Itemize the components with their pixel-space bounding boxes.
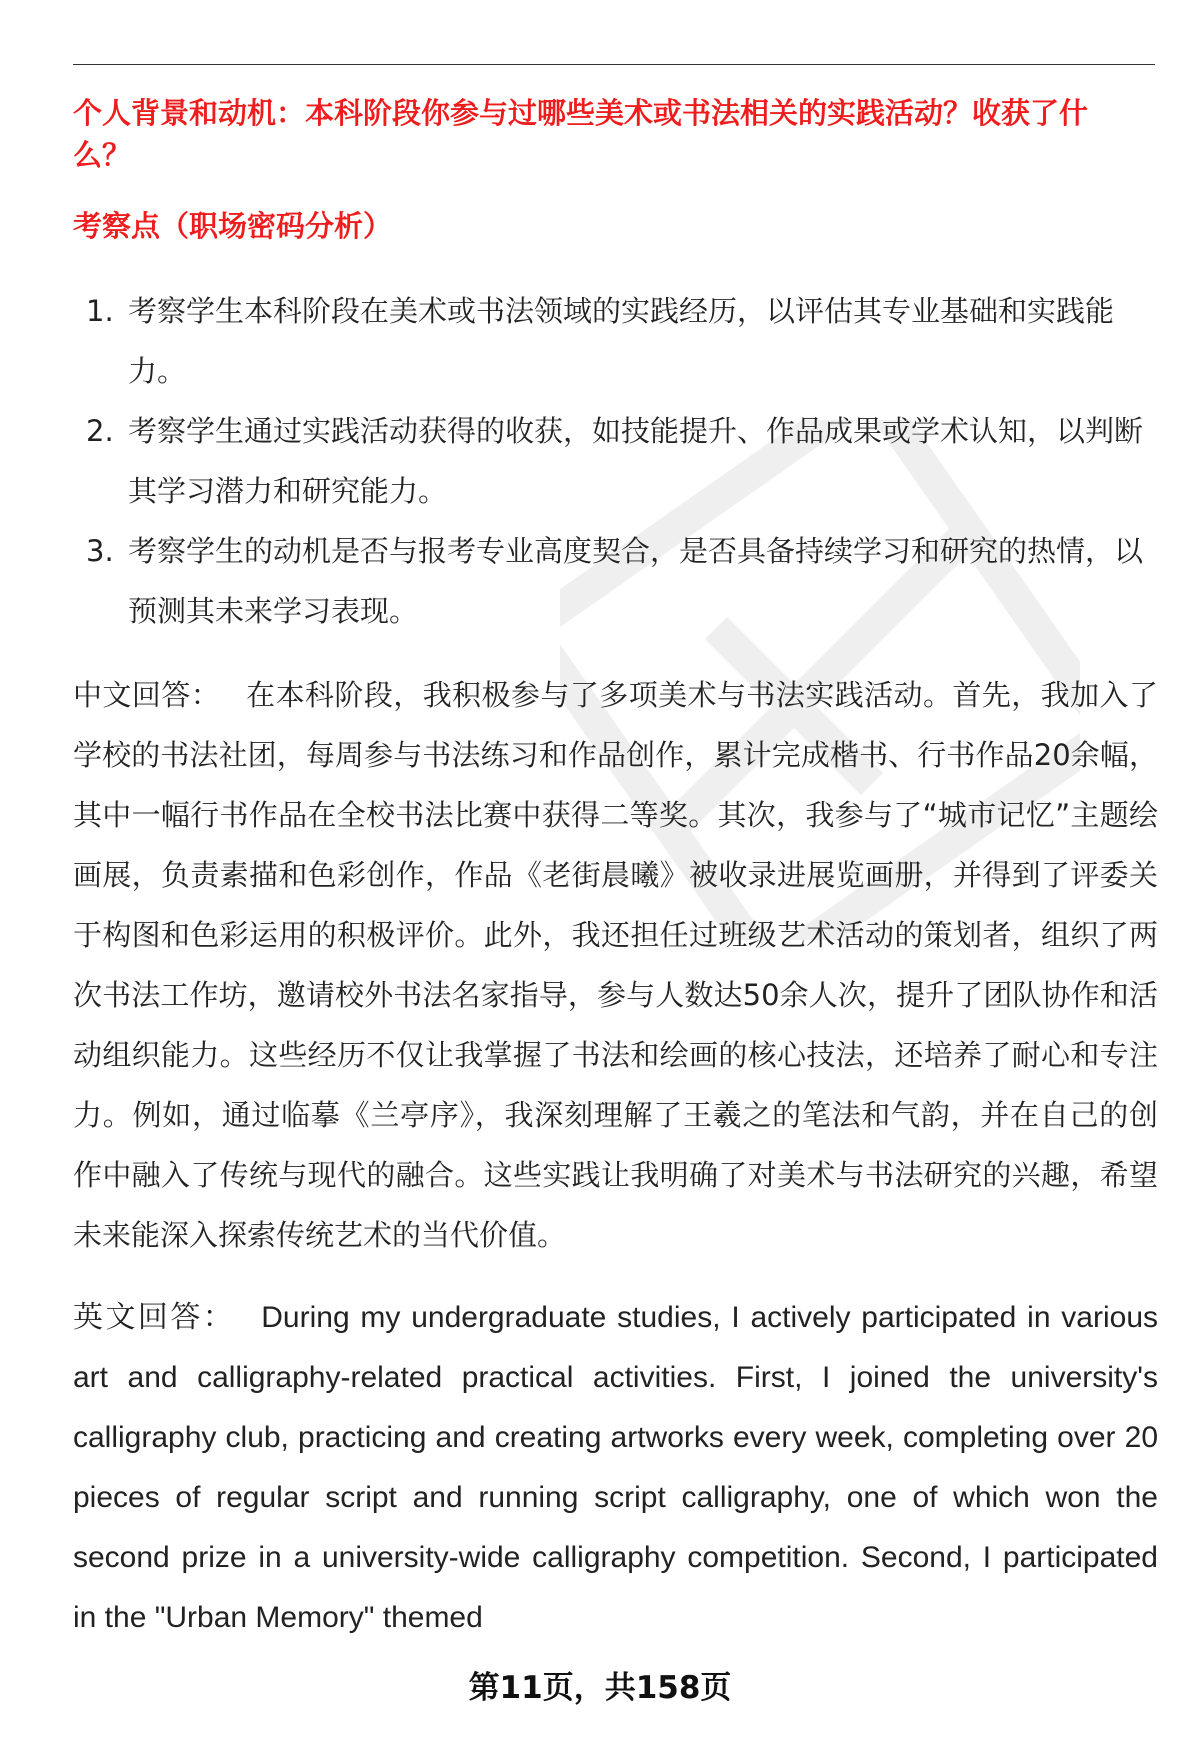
question-title: 个人背景和动机：本科阶段你参与过哪些美术或书法相关的实践活动？收获了什么？: [73, 96, 1089, 172]
english-answer-label: 英文回答：: [73, 1301, 236, 1334]
list-item-text: 考察学生通过实践活动获得的收获，如技能提升、作品成果或学术认知，以判断其学习潜力和研究能力。: [128, 414, 1144, 508]
chinese-answer-label: 中文回答：: [73, 678, 221, 712]
list-item: [73, 521, 1155, 641]
analysis-heading: 考察点（职场密码分析）: [73, 209, 393, 243]
list-item-text: 考察学生的动机是否与报考专业高度契合，是否具备持续学习和研究的热情，以预测其未来学习表现。: [128, 534, 1144, 628]
english-answer: [73, 1288, 1158, 1648]
chinese-answer: [73, 665, 1158, 1265]
list-item-text: 考察学生本科阶段在美术或书法领域的实践经历，以评估其专业基础和实践能力。: [128, 294, 1115, 388]
list-item: [73, 281, 1155, 401]
english-answer-text: During my undergraduate studies, I actively participated in various art and calligraphy-related practical activities. First, I joined the university's calligraphy club, practicing and creating artworks every week, completing over 20 pieces of regular script and running script calligraphy, one of which won the second prize in a university-wide calligraphy competition. Second, I participated in the "Urban Memory" themed: [73, 1301, 1159, 1634]
list-item-number: 2.: [86, 414, 114, 448]
list-item: [73, 401, 1155, 521]
top-divider: [73, 64, 1155, 65]
page-number: 第11页，共158页: [468, 1670, 732, 1706]
list-item-number: 3.: [86, 534, 114, 568]
analysis-points-list: [73, 281, 1155, 641]
chinese-answer-text: 在本科阶段，我积极参与了多项美术与书法实践活动。首先，我加入了学校的书法社团，每周参与书法练习和作品创作，累计完成楷书、行书作品20余幅，其中一幅行书作品在全校书法比赛中获得二等奖。其次，我参与了“城市记忆”主题绘画展，负责素描和色彩创作，作品《老街晨曦》被收录进展览画册，并得到了评委关于构图和色彩运用的积极评价。此外，我还担任过班级艺术活动的策划者，组织了两次书法工作坊，邀请校外书法名家指导，参与人数达50余人次，提升了团队协作和活动组织能力。这些经历不仅让我掌握了书法和绘画的核心技法，还培养了耐心和专注力。例如，通过临摹《兰亭序》，我深刻理解了王羲之的笔法和气韵，并在自己的创作中融入了传统与现代的融合。这些实践让我明确了对美术与书法研究的兴趣，希望未来能深入探索传统艺术的当代价值。: [73, 678, 1158, 1252]
list-item-number: 1.: [86, 294, 114, 328]
